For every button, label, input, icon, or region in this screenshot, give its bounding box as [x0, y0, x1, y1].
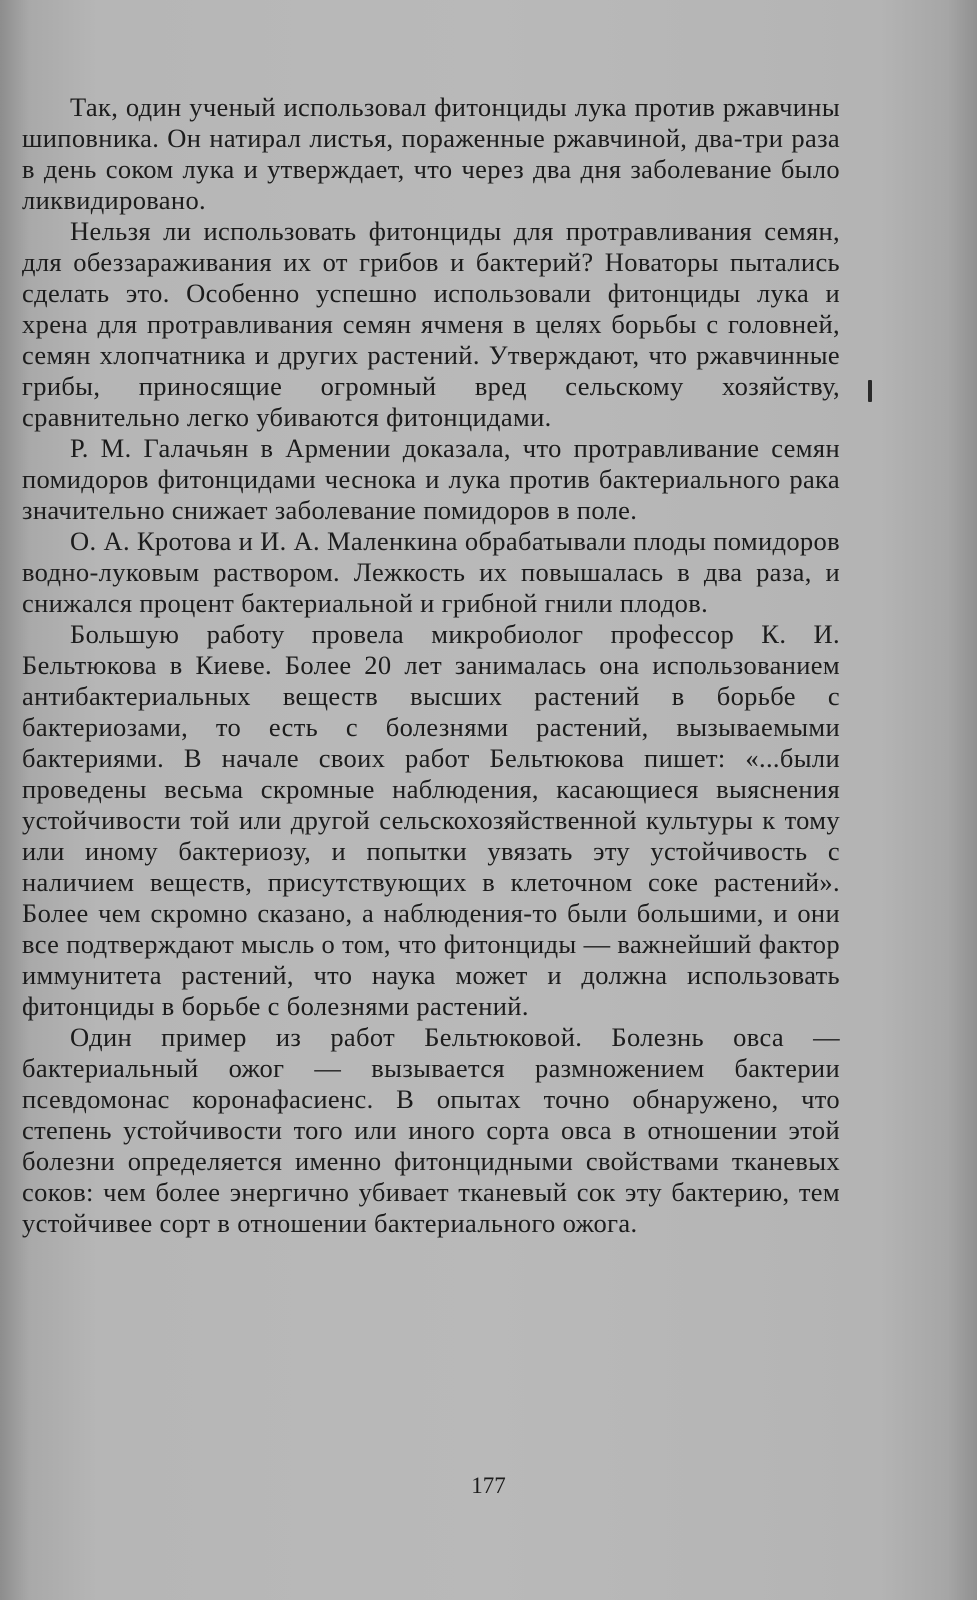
paragraph-3: Р. М. Галачьян в Армении доказала, что протравливание семян помидоров фитонцидами чеснока и лука против бактериального рака значительно снижает заболевание помидоров в поле. — [22, 433, 840, 525]
margin-mark — [868, 380, 872, 402]
paragraph-1: Так, один ученый использовал фитонциды лука против ржавчины шиповника. Он натирал листья, пораженные ржавчиной, два-три раза в день соком лука и утверждает, что через два дня заболевание было ликвидировано. — [22, 92, 840, 215]
paragraph-5: Большую работу провела микробиолог профессор К. И. Бельтюкова в Киеве. Более 20 лет занималась она использованием антибактериальных веществ высших растений в борьбе с бактериозами, то есть с болезнями растений, вызываемыми бактериями. В начале своих работ Бельтюкова пишет: «...были проведены весьма скромные наблюдения, касающиеся выяснения устойчивости той или другой сельскохозяйственной культуры к тому или иному бактериозу, и попытки увязать эту устойчивость с наличием веществ, присутствующих в клеточном соке растений». Более чем скромно сказано, а наблюдения-то были большими, и они все подтверждают мысль о том, что фитонциды — важнейший фактор иммунитета растений, что наука может и должна использовать фитонциды в борьбе с болезнями растений. — [22, 619, 840, 1021]
page-number: 177 — [471, 1473, 506, 1498]
paragraph-2: Нельзя ли использовать фитонциды для протравливания семян, для обеззараживания их от грибов и бактерий? Новаторы пытались сделать это. Особенно успешно использовали фитонциды лука и хрена для протравливания семян ячменя в целях борьбы с головней, семян хлопчатника и других растений. Утверждают, что ржавчинные грибы, приносящие огромный вред сельскому хозяйству, сравнительно легко убиваются фитонцидами. — [22, 216, 840, 432]
paragraph-6: Один пример из работ Бельтюковой. Болезнь овса — бактериальный ожог — вызывается размножением бактерии псевдомонас коронафасиенс. В опытах точно обнаружено, что степень устойчивости того или иного сорта овса в отношении этой болезни определяется именно фитонцидными свойствами тканевых соков: чем более энергично убивает тканевый сок эту бактерию, тем устойчивее сорт в отношении бактериального ожога. — [22, 1022, 840, 1238]
paragraph-4: О. А. Кротова и И. А. Маленкина обрабатывали плоды помидоров водно-луковым раствором. Лежкость их повышалась в два раза, и снижался процент бактериальной и грибной гнили плодов. — [22, 526, 840, 618]
body-text — [22, 92, 840, 1239]
